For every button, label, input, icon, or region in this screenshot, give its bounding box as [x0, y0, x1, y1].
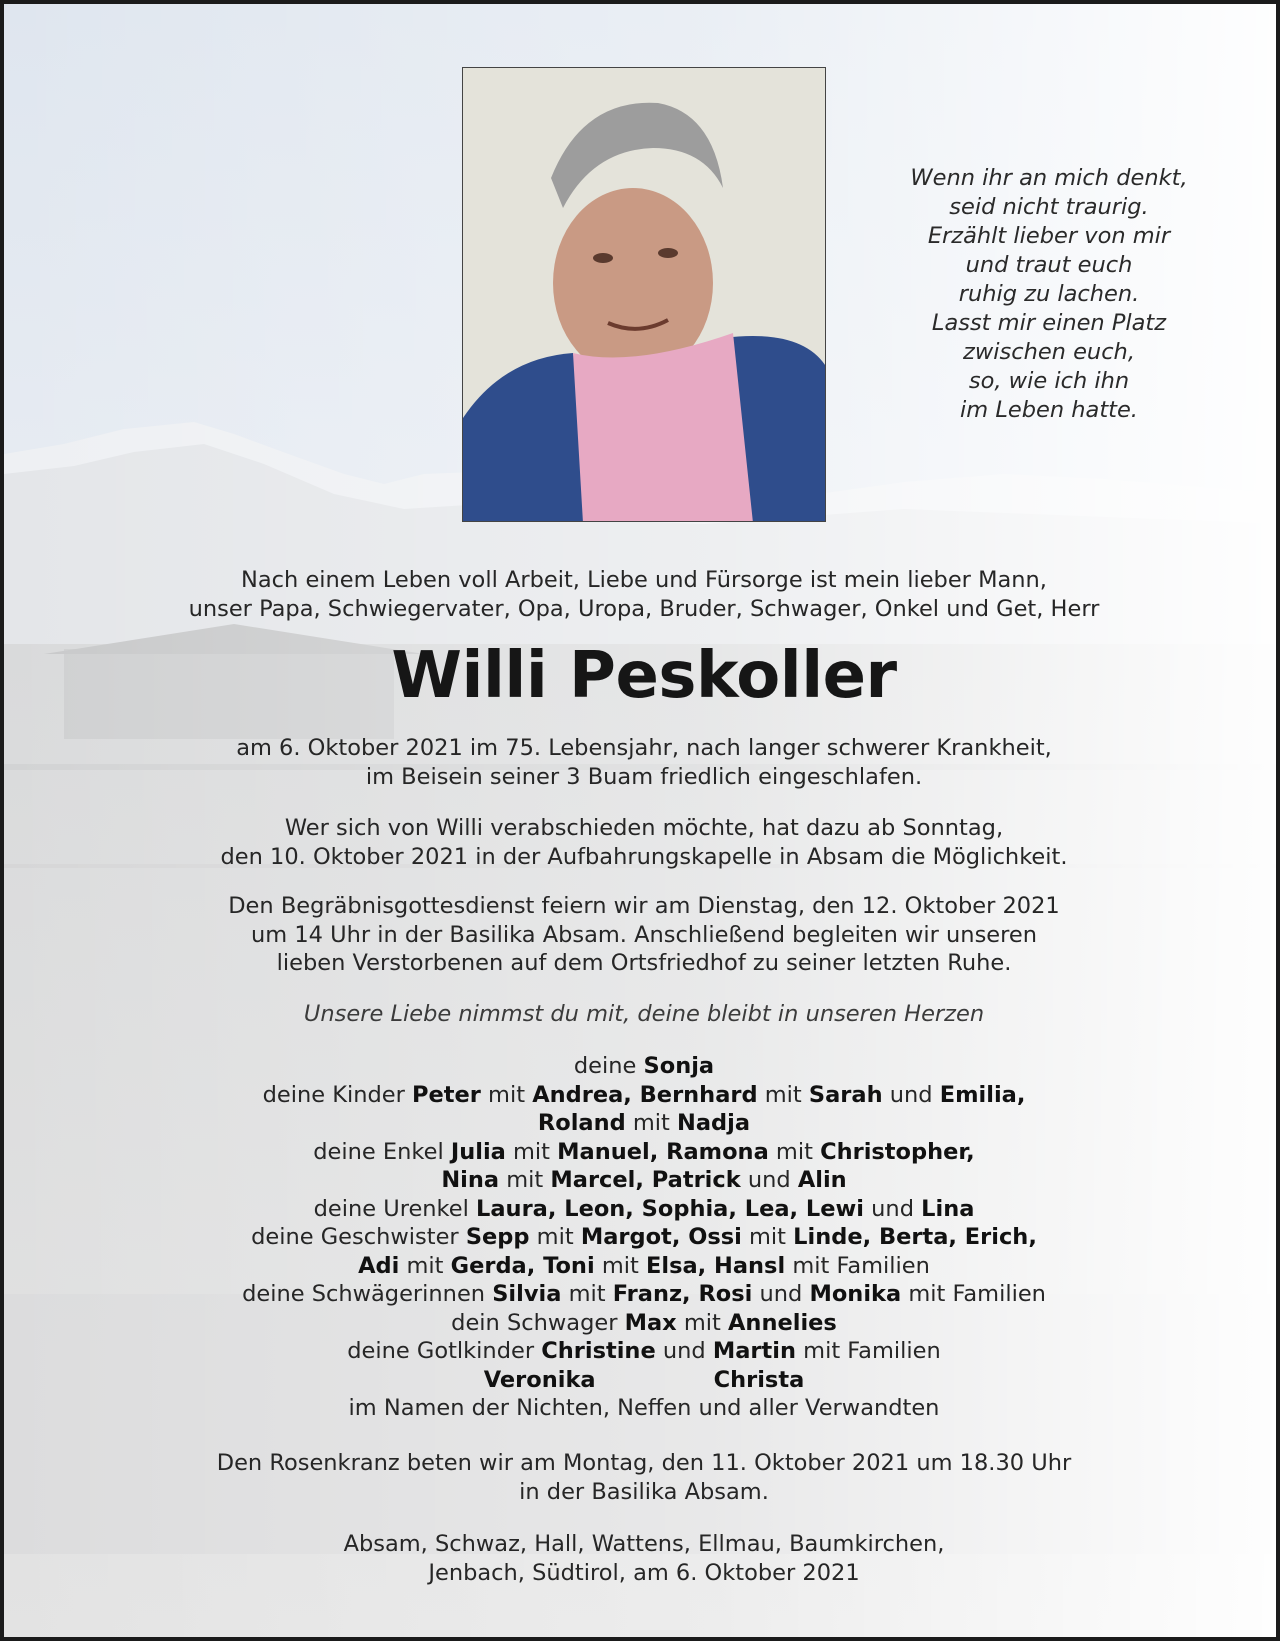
rosary-line: Den Rosenkranz beten wir am Montag, den 11. Oktober 2021 um 18.30 Uhr	[216, 1450, 1072, 1476]
poem-line: seid nicht traurig.	[949, 194, 1149, 220]
places-date	[134, 1530, 1154, 1587]
mourners-list	[134, 1052, 1154, 1423]
mourner-line	[134, 1138, 1154, 1167]
mourner-text: dein Schwager	[451, 1309, 618, 1336]
mourner-name: Laura, Leon, Sophia, Lea, Lewi	[476, 1195, 865, 1222]
mourner-name: Max	[624, 1309, 677, 1336]
death-line: am 6. Oktober 2021 im 75. Lebensjahr, nach langer schwerer Krankheit,	[236, 735, 1052, 761]
death-line: im Beisein seiner 3 Buam friedlich eingeschlafen.	[365, 763, 923, 790]
poem-line: im Leben hatte.	[960, 397, 1138, 423]
mourner-name: Sepp	[465, 1224, 530, 1250]
death-notice	[134, 734, 1154, 791]
mourner-line	[134, 1081, 1154, 1110]
mourner-name: Elsa, Hansl	[645, 1252, 786, 1279]
mourner-name: Christopher,	[820, 1138, 975, 1165]
poem	[884, 164, 1214, 425]
mourner-text: mit	[568, 1281, 606, 1307]
mourner-name: Sarah	[808, 1081, 883, 1108]
poem-line: zwischen euch,	[963, 339, 1135, 365]
mourner-name: Linde, Berta, Erich,	[793, 1224, 1037, 1250]
mourner-text: mit Familien	[803, 1338, 941, 1364]
poem-line: ruhig zu lachen.	[958, 281, 1140, 307]
mourner-text: deine	[573, 1053, 637, 1079]
mourner-name: Christine	[541, 1338, 656, 1364]
mourner-text: deine Urenkel	[313, 1195, 469, 1222]
mourner-text: mit	[488, 1081, 526, 1108]
mourner-text: und	[889, 1081, 933, 1108]
funeral-line: lieben Verstorbenen auf dem Ortsfriedhof zu seiner letzten Ruhe.	[276, 950, 1012, 976]
mourner-name: Peter	[412, 1081, 481, 1108]
mourner-text: mit	[506, 1167, 544, 1193]
poem-line: Erzählt lieber von mir	[927, 223, 1171, 249]
farewell-line: Wer sich von Willi verabschieden möchte, hat dazu ab Sonntag,	[284, 815, 1004, 841]
mourner-text: mit	[406, 1252, 444, 1279]
places-line: Jenbach, Südtirol, am 6. Oktober 2021	[428, 1559, 860, 1586]
mourner-name: Martin	[712, 1338, 796, 1364]
poem-line: Lasst mir einen Platz	[931, 310, 1167, 336]
mourner-text: deine Kinder	[262, 1081, 405, 1108]
mourner-name: Andrea, Bernhard	[532, 1081, 758, 1108]
mourner-text: mit	[536, 1224, 574, 1250]
mourner-text: mit Familien	[908, 1281, 1046, 1307]
mourner-name: Adi	[358, 1252, 400, 1279]
portrait-photo	[462, 67, 826, 522]
mourner-text: mit	[632, 1110, 670, 1136]
mourner-text: deine Geschwister	[251, 1224, 459, 1250]
mourner-line: im Namen der Nichten, Neffen und aller Verwandten	[348, 1395, 940, 1421]
mourner-line	[134, 1223, 1154, 1252]
mourner-name: Manuel, Ramona	[557, 1138, 769, 1165]
mourner-text: und	[759, 1281, 803, 1307]
mourner-line	[134, 1366, 1154, 1395]
mourner-name: Roland	[537, 1110, 626, 1136]
deceased-name: Willi Peskoller	[391, 639, 897, 713]
mourner-text: mit	[601, 1252, 639, 1279]
mourner-name: Silvia	[492, 1281, 562, 1307]
mourner-text: und	[662, 1338, 706, 1364]
intro-line: unser Papa, Schwiegervater, Opa, Uropa, Bruder, Schwager, Onkel und Get, Herr	[188, 595, 1100, 622]
mourner-text: mit Familien	[792, 1252, 930, 1279]
mourner-text: mit	[748, 1224, 786, 1250]
mourner-name: Sonja	[643, 1053, 715, 1079]
mourner-name: Veronika	[483, 1366, 596, 1393]
poem-line: und traut euch	[965, 252, 1133, 278]
funeral-line: Den Begräbnisgottesdienst feiern wir am Dienstag, den 12. Oktober 2021	[228, 893, 1060, 919]
mourner-name: Nina	[441, 1167, 500, 1193]
mourner-line	[134, 1337, 1154, 1366]
places-line: Absam, Schwaz, Hall, Wattens, Ellmau, Baumkirchen,	[343, 1531, 945, 1557]
mourner-name: Lina	[921, 1195, 975, 1222]
mourner-line	[134, 1252, 1154, 1281]
rosary-line: in der Basilika Absam.	[519, 1478, 769, 1505]
funeral-notice	[134, 892, 1154, 978]
mourner-text: deine Gotlkinder	[347, 1338, 535, 1364]
mourner-line	[134, 1052, 1154, 1081]
farewell-notice	[134, 814, 1154, 871]
motto: Unsere Liebe nimmst du mit, deine bleibt in unseren Herzen	[303, 1001, 985, 1027]
mourner-name: Julia	[450, 1138, 506, 1165]
mourner-name: Gerda, Toni	[450, 1252, 595, 1279]
mourner-name: Marcel, Patrick	[550, 1167, 741, 1193]
mourner-text: und	[747, 1167, 791, 1193]
mourner-line	[134, 1280, 1154, 1309]
intro-text	[134, 566, 1154, 623]
mourner-line	[134, 1195, 1154, 1224]
rosary-notice	[134, 1449, 1154, 1506]
portrait-image	[463, 68, 826, 522]
mourner-name: Nadja	[677, 1110, 751, 1136]
mourner-name: Christa	[713, 1366, 805, 1393]
mourner-text: mit	[764, 1081, 802, 1108]
mourner-line	[134, 1166, 1154, 1195]
mourner-text: mit	[683, 1309, 721, 1336]
mourner-text: mit	[775, 1138, 813, 1165]
mourner-line	[134, 1309, 1154, 1338]
mourner-text: deine Enkel	[313, 1138, 444, 1165]
mourner-text: mit	[513, 1138, 551, 1165]
mourner-name: Annelies	[728, 1309, 837, 1336]
farewell-line: den 10. Oktober 2021 in der Aufbahrungskapelle in Absam die Möglichkeit.	[220, 843, 1068, 870]
poem-line: so, wie ich ihn	[968, 368, 1130, 394]
mourner-name: Emilia,	[939, 1081, 1026, 1108]
funeral-line: um 14 Uhr in der Basilika Absam. Anschließend begleiten wir unseren	[250, 921, 1037, 948]
mourner-line	[134, 1109, 1154, 1138]
mourner-name: Franz, Rosi	[612, 1281, 753, 1307]
poem-line: Wenn ihr an mich denkt,	[910, 165, 1188, 191]
mourner-text: deine Schwägerinnen	[242, 1281, 486, 1307]
mourner-name: Monika	[809, 1281, 902, 1307]
mourner-text: und	[871, 1195, 914, 1222]
mourner-name: Margot, Ossi	[580, 1224, 742, 1250]
intro-line: Nach einem Leben voll Arbeit, Liebe und Fürsorge ist mein lieber Mann,	[241, 567, 1047, 593]
mourner-name: Alin	[797, 1167, 847, 1193]
